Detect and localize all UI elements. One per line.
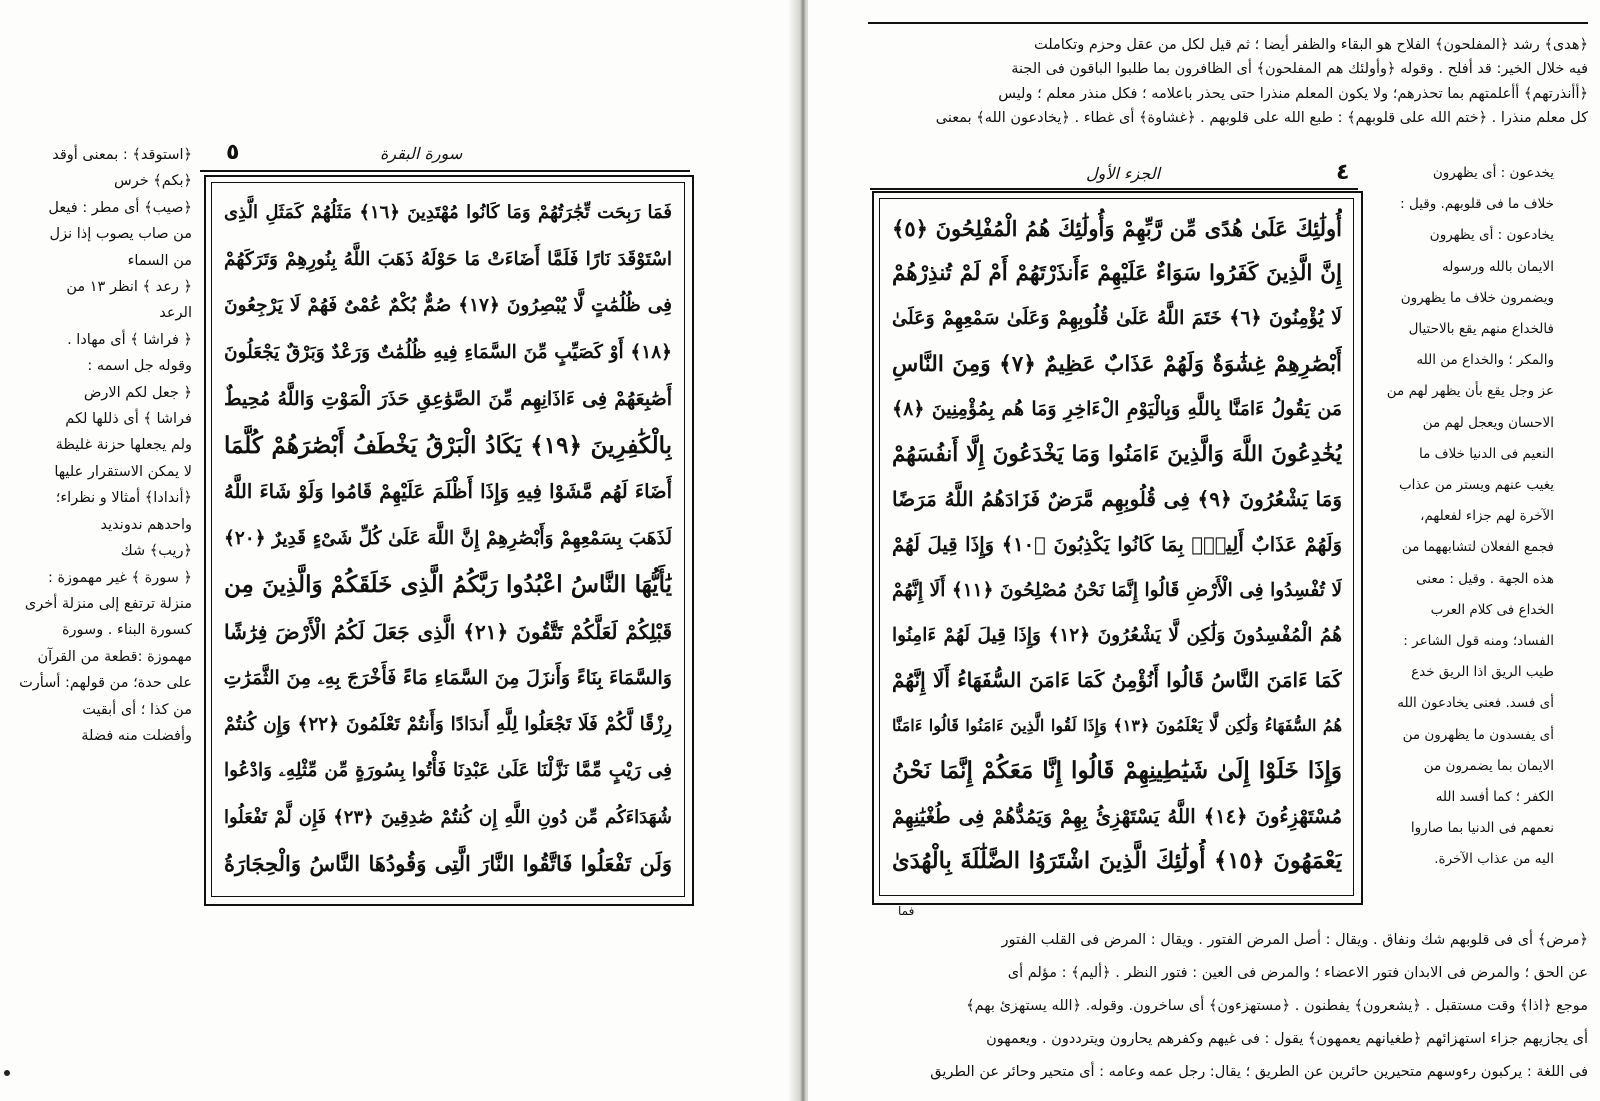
note-line: فجمع الفعلان لتشابههما من [1401, 539, 1554, 556]
note-line: ﴿صيب﴾ أى مطر : فيعل [48, 199, 192, 216]
note-line: يخدعون : أى يظهرون [1432, 165, 1554, 181]
quran-line: كَمَا ءَامَنَ النَّاسُ قَالُوا أَنُؤْمِنُ كَمَا ءَامَنَ السُّفَهَاءُ أَلَا إِنَّهُمْ [892, 668, 1342, 693]
quran-line: هُمُ الْمُفْسِدُونَ وَلَٰكِن لَّا يَشْعُرُونَ ﴿١٢﴾ وَإِذَا قِيلَ لَهُمْ ءَامِنُوا [892, 624, 1342, 646]
note-line: فى اللغة : يركبون رءوسهم متحيرين حائرين عن الطريق ؛ يقال: رجل عمه وعامه : أى متحير وحائر عن الطريق [930, 1064, 1588, 1080]
note-line: خلاف ما فى قلوبهم. وقيل : [1400, 196, 1554, 213]
note-line: الكفر ؛ كما أفسد الله [1435, 789, 1554, 806]
catchword: فما [898, 904, 915, 918]
header-rule-left [200, 170, 690, 172]
note-line: ﴿مرض﴾ أى فى قلوبهم شك ونفاق . ويقال : أصل المرض الفتور . ويقال : المرض فى القلب الفتور [1001, 932, 1588, 948]
note-line: أى فسد. فعنى يخادعون الله [1397, 695, 1554, 712]
note-line: واحدهم ندونديد [100, 516, 192, 533]
note-line: منزلة ترتفع إلى منزلة أخرى [24, 595, 192, 612]
quran-line: هُمُ السُّفَهَاءُ وَلَٰكِن لَّا يَعْلَمُونَ ﴿١٣﴾ وَإِذَا لَقُوا الَّذِينَ ءَامَنُوا قَالُوا ءَامَنَّا [892, 716, 1342, 736]
quran-line: فَمَا رَبِحَت تِّجَٰرَتُهُمْ وَمَا كَانُوا مُهْتَدِينَ ﴿١٦﴾ مَثَلُهُمْ كَمَثَلِ الَّذِى [224, 202, 672, 223]
note-line: أى يفسدون ما يظهرون من [1402, 726, 1554, 743]
note-line: الاحسان ويعجل لهم من [1422, 414, 1554, 431]
note-line: موجع ﴿اذا﴾ وقت مستقبل . ﴿يشعرون﴾ يفطنون . ﴿مستهزءون﴾ أى ساخرون. وقوله. ﴿الله يستهزئ بهم﴾ [966, 998, 1588, 1014]
quran-line: أُولَٰئِكَ عَلَىٰ هُدًى مِّن رَّبِّهِمْ وَأُولَٰئِكَ هُمُ الْمُفْلِحُونَ ﴿٥﴾ [892, 216, 1342, 241]
note-line: ولم يجعلها حزنة غليظة [55, 437, 192, 454]
quran-line: فِى رَيْبٍ مِّمَّا نَزَّلْنَا عَلَىٰ عَبْدِنَا فَأْتُوا بِسُورَةٍ مِّن مِّثْلِهِۦ وَادْعُوا [224, 760, 672, 781]
quran-line: إِنَّ الَّذِينَ كَفَرُوا سَوَاءٌ عَلَيْهِمْ ءَأَنذَرْتَهُمْ أَمْ لَمْ تُنذِرْهُمْ [892, 261, 1342, 287]
quran-line: وَلَن تَفْعَلُوا فَاتَّقُوا النَّارَ الَّتِى وَقُودُهَا النَّاسُ وَالْحِجَارَةُ [224, 851, 672, 876]
note-line: كل معلم منذرا . ﴿ختم الله على قلوبهم﴾ : طبع الله على قلوبهم . ﴿غشاوة﴾ أى غطاء . ﴿يخادعون الله﴾ بمعنى [935, 110, 1588, 127]
quran-line: يُخَٰدِعُونَ اللَّهَ وَالَّذِينَ ءَامَنُوا وَمَا يَخْدَعُونَ إِلَّا أَنفُسَهُمْ [892, 442, 1342, 468]
note-line: ﴿أأنذرتهم﴾ أأعلمتهم بما تحذرهم؛ ولا يكون المعلم منذرا حتى يحذر باعلامه ؛ فكل منذر معلم ؛ وليس [998, 85, 1588, 102]
note-line: ﴿بكم﴾ خرس [114, 173, 192, 190]
quran-line: بِالْكَٰفِرِينَ ﴿١٩﴾ يَكَادُ الْبَرْقُ يَخْطَفُ أَبْصَٰرَهُمْ كُلَّمَا [224, 431, 672, 459]
note-line: فراشا ﴾ أى ذللها لكم [65, 411, 192, 428]
quran-line: لَذَهَبَ بِسَمْعِهِمْ وَأَبْصَٰرِهِمْ إِنَّ اللَّهَ عَلَىٰ كُلِّ شَىْءٍ قَدِيرٌ ﴿٢٠﴾ [224, 527, 672, 549]
top-rule-right [868, 22, 1588, 24]
note-line: وقوله جل اسمه : [87, 358, 192, 375]
quran-line: وَمَا يَشْعُرُونَ ﴿٩﴾ فِى قُلُوبِهِم مَّرَضٌ فَزَادَهُمُ اللَّهُ مَرَضًا [892, 487, 1342, 512]
note-line: من صاب يصوب إذا نزل [49, 226, 192, 243]
quran-line: لَا تُفْسِدُوا فِى الْأَرْضِ قَالُوا إِنَّمَا نَحْنُ مُصْلِحُونَ ﴿١١﴾ أَلَا إِنَّهُمْ [892, 579, 1342, 601]
note-line: والمكر ؛ والخداع من الله [1416, 352, 1554, 369]
quran-line: رِزْقًا لَّكُمْ فَلَا تَجْعَلُوا لِلَّهِ أَندَادًا وَأَنتُمْ تَعْلَمُونَ ﴿٢٢﴾ وَإِن كُنتُمْ [224, 713, 672, 735]
quran-line: مُسْتَهْزِءُونَ ﴿١٤﴾ اللَّهُ يَسْتَهْزِئُ بِهِمْ وَيَمُدُّهُمْ فِى طُغْيَٰنِهِمْ [892, 804, 1342, 828]
note-line: فالخداع منهم يقع بالاحتيال [1408, 321, 1554, 338]
bottom-notes-right [868, 924, 1588, 1089]
note-line: اليه من عذاب الآخرة. [1434, 851, 1554, 868]
note-line: هذه الجهة . وقيل : معنى [1416, 570, 1554, 587]
note-line: الايمان بالله ورسوله [1442, 258, 1554, 275]
page-header-right: الجزء الأول [1086, 164, 1161, 183]
note-line: من السماء [127, 252, 192, 269]
note-line: النعيم فى الدنيا خلاف ما [1418, 445, 1554, 462]
quran-line: أَضَاءَ لَهُم مَّشَوْا فِيهِ وَإِذَا أَظْلَمَ عَلَيْهِمْ قَامُوا وَلَوْ شَاءَ اللَّهُ [224, 480, 672, 503]
note-line: من كذا ؛ أى أبقيت [82, 701, 192, 718]
top-notes-right [868, 33, 1588, 131]
note-line: ﴿أندادا﴾ أمثالا و نظراء؛ [55, 490, 192, 507]
note-line: الرعد [159, 305, 192, 322]
quran-text-left [224, 190, 672, 888]
note-line: يغيب عنهم ويستر من عذاب [1398, 477, 1554, 494]
quran-line: يَعْمَهُونَ ﴿١٥﴾ أُولَٰئِكَ الَّذِينَ اشْتَرَوُا الضَّلَٰلَةَ بِالْهُدَىٰ [892, 847, 1342, 874]
quran-line: مَن يَقُولُ ءَامَنَّا بِاللَّهِ وَبِالْيَوْمِ الْءَاخِرِ وَمَا هُم بِمُؤْمِنِينَ ﴿٨﴾ [892, 397, 1342, 420]
quran-line: وَإِذَا خَلَوْا إِلَىٰ شَيَٰطِينِهِمْ قَالُوا إِنَّا مَعَكُمْ إِنَّمَا نَحْنُ [892, 757, 1342, 785]
quran-line: يَٰأَيُّهَا النَّاسُ اعْبُدُوا رَبَّكُمُ الَّذِى خَلَقَكُمْ وَالَّذِينَ مِن [224, 571, 672, 598]
note-line: الايمان بما يضمرون من [1423, 757, 1554, 774]
note-line: ﴿ فراشا ﴾ أى مهادا . [67, 331, 192, 348]
page-number-left: ٥ [226, 140, 240, 165]
note-line: نعمهم فى الدنيا بما صاروا [1410, 820, 1554, 837]
note-line: على حدة؛ من قولهم: أسأرت [19, 675, 192, 692]
quran-line: وَلَهُمْ عَذَابٌ أَلِيمٌۢ بِمَا كَانُوا يَكْذِبُونَ ﴿١٠﴾ وَإِذَا قِيلَ لَهُمْ [892, 533, 1342, 557]
page-number-right: ٤ [1336, 160, 1350, 185]
note-line: ﴿هدى﴾ رشد ﴿المفلحون﴾ الفلاح هو البقاء والظفر أيضا ؛ ثم قيل لكل من عقل وحزم وتكاملت [1034, 37, 1588, 53]
side-notes-right [1366, 158, 1554, 876]
note-line: فيه خلال الخير: قد أفلح . وقوله ﴿وأولئك هم المفلحون﴾ أى الظافرون بما طلبوا الباقون فى الجنة [1011, 61, 1588, 78]
note-line: وأفضلت منه فضلة [81, 727, 192, 744]
quran-text-right [892, 206, 1342, 884]
quran-line: أَبْصَٰرِهِمْ غِشَٰوَةٌ وَلَهُمْ عَذَابٌ عَظِيمٌ ﴿٧﴾ وَمِنَ النَّاسِ [892, 351, 1342, 377]
note-line: عن الحق ؛ والمرض فى الابدان فتور الاعضاء ؛ والمرض فى العين : فتور النظر . ﴿أليم﴾ : مؤلم أى [1007, 965, 1588, 981]
note-line: ﴿ جعل لكم الارض [83, 384, 192, 401]
note-line: ﴿ سورة ﴾ غير مهموزة : [47, 569, 192, 586]
quran-line: أَصَٰبِعَهُمْ فِى ءَاذَانِهِم مِّنَ الصَّوَٰعِقِ حَذَرَ الْمَوْتِ وَاللَّهُ مُحِيطٌ [224, 388, 672, 410]
note-line: ﴿ريب﴾ شك [120, 543, 192, 560]
note-line: طيب الريق اذا الريق خدع [1411, 664, 1554, 681]
quran-line: شُهَدَاءَكُم مِّن دُونِ اللَّهِ إِن كُنتُمْ صَٰدِقِينَ ﴿٢٣﴾ فَإِن لَّمْ تَفْعَلُوا [224, 806, 672, 828]
quran-line: لَا يُؤْمِنُونَ ﴿٦﴾ خَتَمَ اللَّهُ عَلَىٰ قُلُوبِهِمْ وَعَلَىٰ سَمْعِهِمْ وَعَلَىٰ [892, 307, 1342, 330]
scan-speck [4, 1070, 10, 1076]
note-line: ويضمرون خلاف ما يظهرون [1400, 289, 1554, 306]
note-line: كسورة البناء . وسورة [61, 622, 192, 639]
note-line: الخداع فى كلام العرب [1430, 601, 1554, 618]
note-line: الفساد؛ ومنه قول الشاعر : [1403, 633, 1554, 650]
note-line: أى يجازيهم جزاء استهزائهم ﴿طغيانهم يعمهون﴾ يقول : فى غيهم وكفرهم يحارون ويترددون . ويعمهون [986, 1031, 1588, 1047]
quran-line: وَالسَّمَاءَ بِنَاءً وَأَنزَلَ مِنَ السَّمَاءِ مَاءً فَأَخْرَجَ بِهِۦ مِنَ الثَّمَرَٰتِ [224, 667, 672, 689]
note-line: مهموزة :قطعة من القرآن [37, 648, 192, 665]
note-line: يخادعون : أى يظهرون [1429, 227, 1554, 244]
note-line: لا يمكن الاستقرار عليها [54, 463, 192, 480]
right-page [808, 0, 1600, 1101]
note-line: ﴿استوقد﴾ : بمعنى أوقد [52, 147, 192, 163]
margin-notes-left [14, 142, 192, 749]
header-rule-right [870, 188, 1358, 190]
page-header-left: سورة البقرة [380, 144, 463, 163]
quran-line: اسْتَوْقَدَ نَارًا فَلَمَّا أَضَاءَتْ مَا حَوْلَهُ ذَهَبَ اللَّهُ بِنُورِهِمْ وَتَرَكَهُمْ [224, 248, 672, 270]
quran-line: فِى ظُلُمَٰتٍ لَّا يُبْصِرُونَ ﴿١٧﴾ صُمٌّ بُكْمٌ عُمْىٌ فَهُمْ لَا يَرْجِعُونَ [224, 295, 672, 316]
quran-line: قَبْلِكُمْ لَعَلَّكُمْ تَتَّقُونَ ﴿٢١﴾ الَّذِى جَعَلَ لَكُمُ الْأَرْضَ فِرَٰشًا [224, 619, 672, 644]
note-line: ﴿ رعد ﴾ انظر ١٣ من [66, 279, 192, 296]
note-line: عز وجل يقع بأن يظهر لهم من [1386, 383, 1554, 400]
quran-line: ﴿١٨﴾ أَوْ كَصَيِّبٍ مِّنَ السَّمَاءِ فِيهِ ظُلُمَٰتٌ وَرَعْدٌ وَبَرْقٌ يَجْعَلُونَ [224, 341, 672, 363]
note-line: الآخرة لهم جزاء لفعلهم، [1420, 508, 1554, 525]
